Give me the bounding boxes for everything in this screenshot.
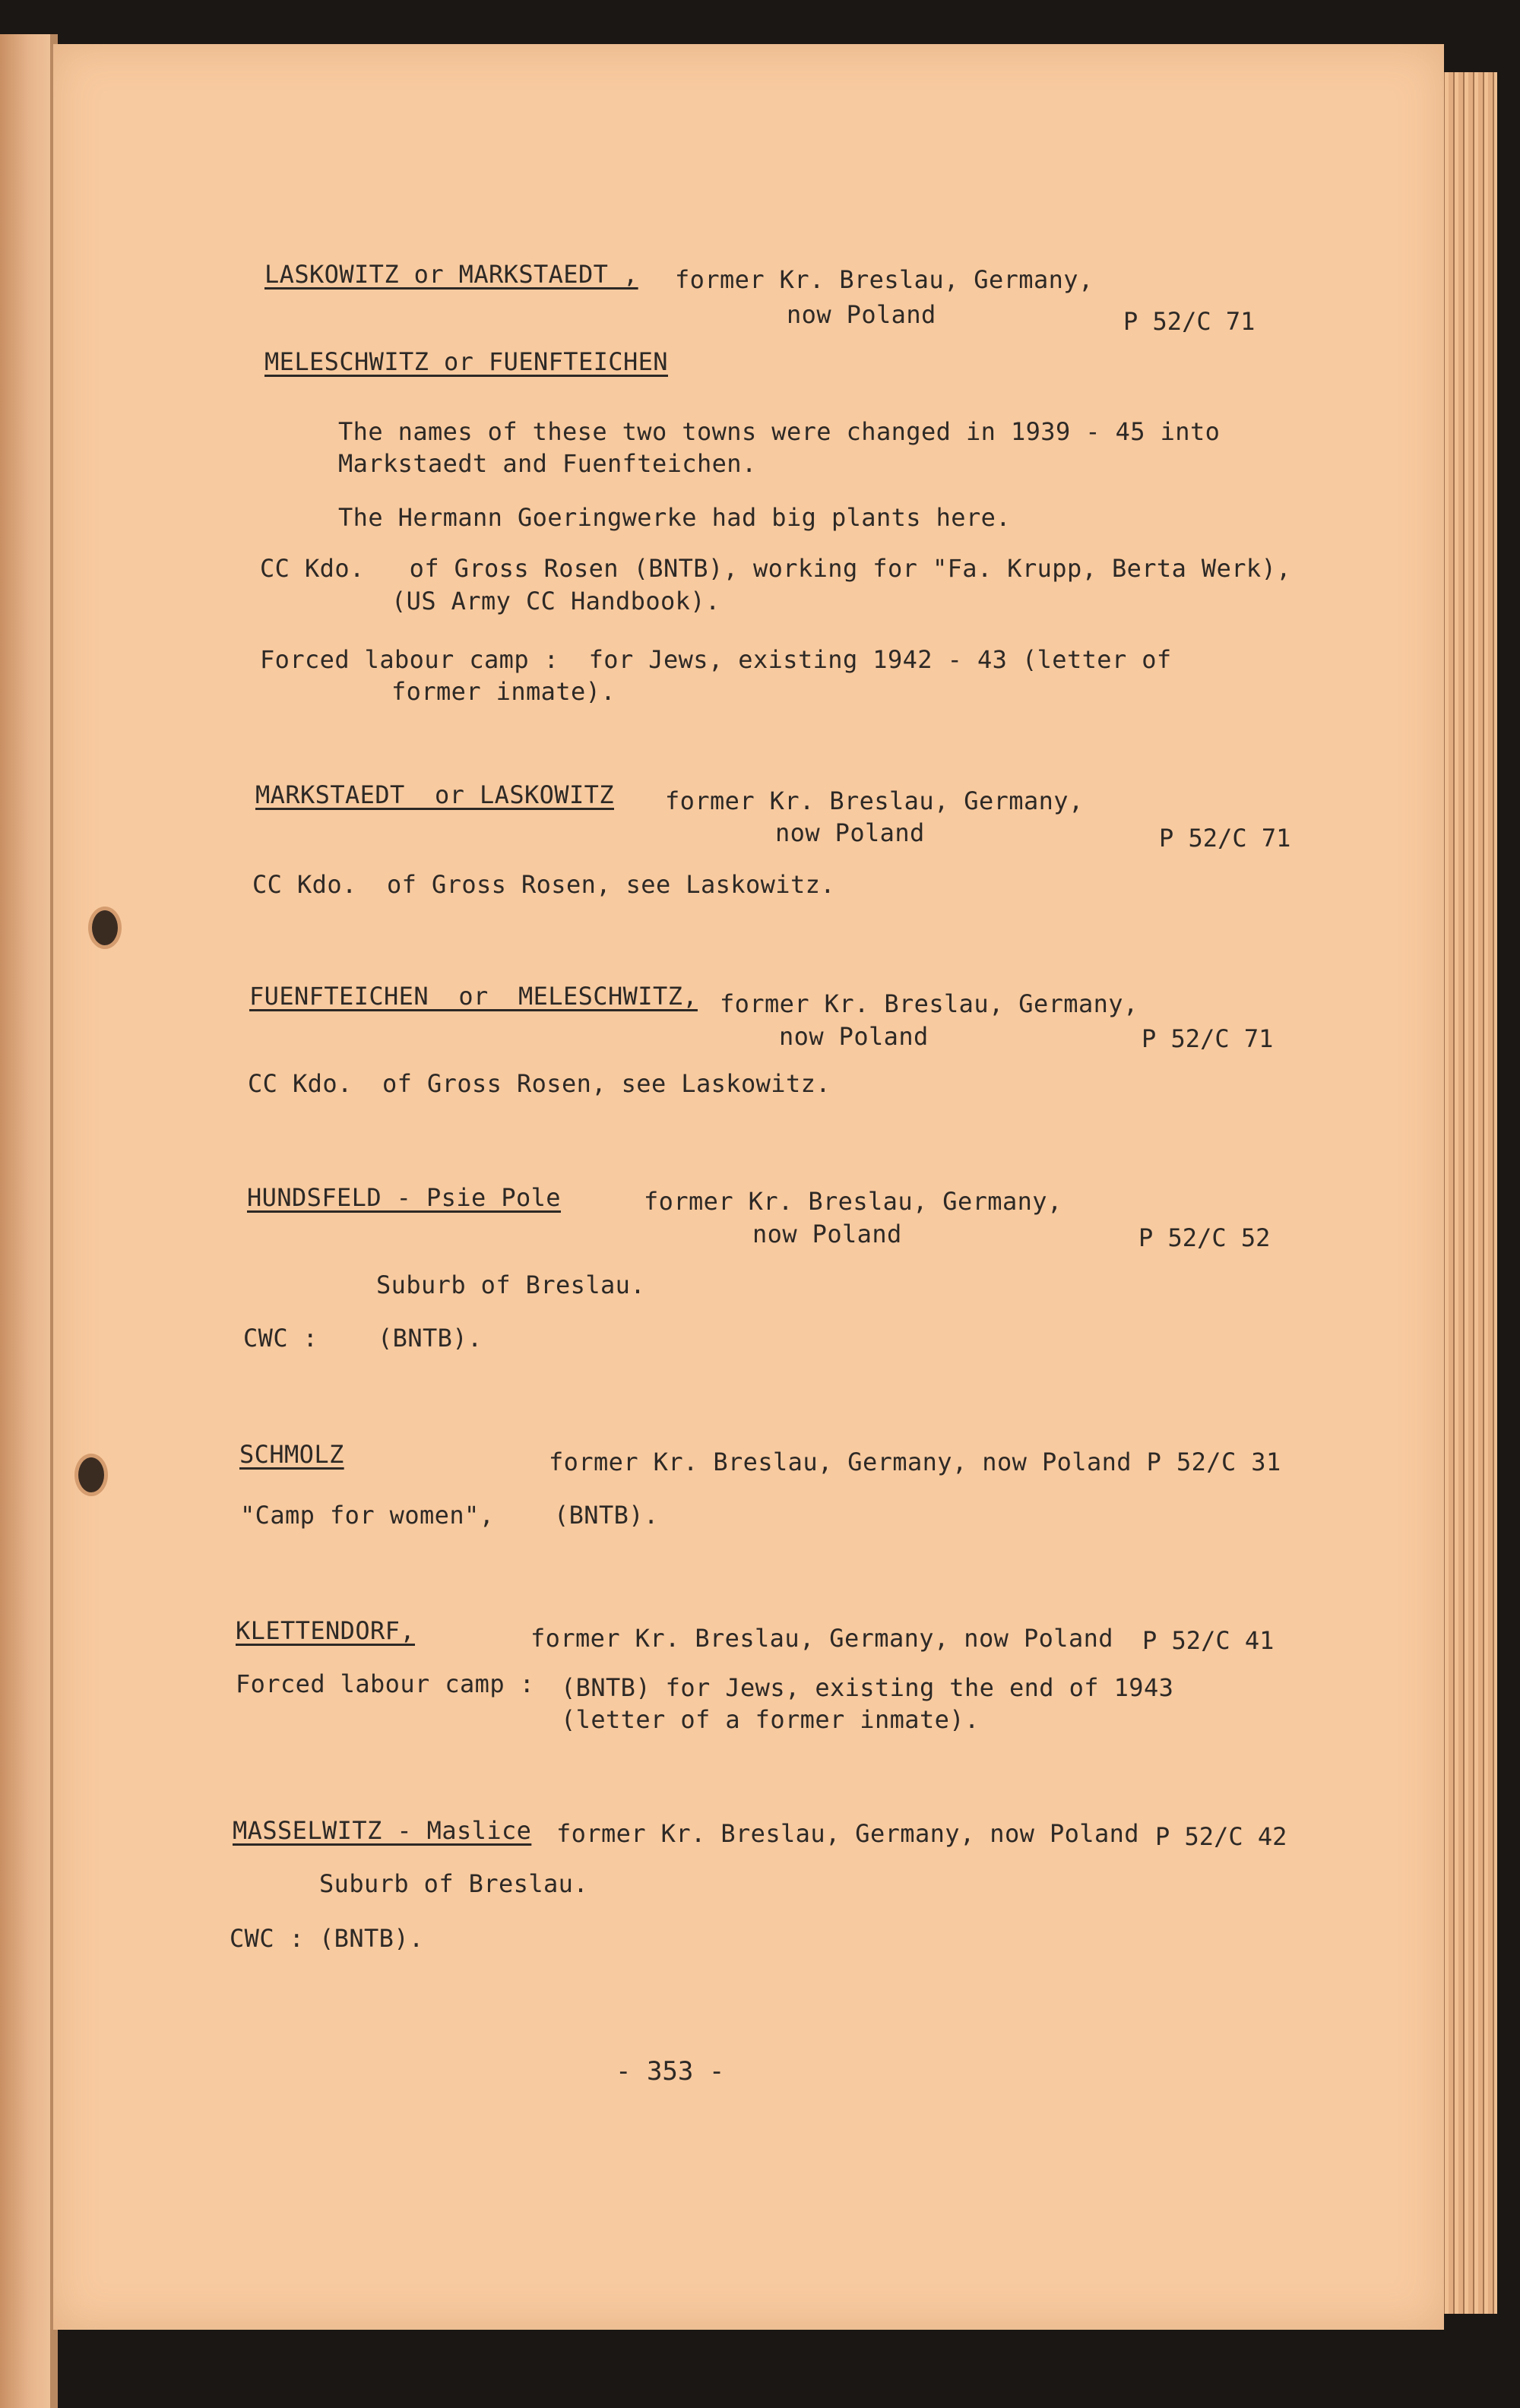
entry-note: Suburb of Breslau. — [376, 1270, 645, 1299]
entry-title-masselwitz: MASSELWITZ - Maslice — [233, 1816, 532, 1845]
entry-location: former Kr. Breslau, Germany, — [665, 786, 1084, 815]
entry-note: "Camp for women", (BNTB). — [240, 1501, 659, 1530]
document-page — [53, 44, 1444, 2330]
entry-reference: P 52/C 41 — [1142, 1626, 1275, 1655]
entry-note: Markstaedt and Fuenfteichen. — [338, 449, 757, 478]
entry-location: former Kr. Breslau, Germany, now Poland — [556, 1819, 1139, 1848]
entry-country: now Poland — [752, 1220, 902, 1248]
entry-location: former Kr. Breslau, Germany, — [644, 1187, 1062, 1216]
entry-forced-label: Forced labour camp : — [236, 1669, 535, 1698]
punch-hole-top — [88, 907, 122, 949]
entry-title-laskowitz: LASKOWITZ or MARKSTAEDT , — [264, 260, 638, 289]
entry-title-meleschwitz: MELESCHWITZ or FUENFTEICHEN — [264, 347, 668, 376]
entry-country: now Poland — [779, 1022, 929, 1051]
entry-reference: P 52/C 52 — [1138, 1223, 1271, 1252]
entry-location: former Kr. Breslau, Germany, — [720, 989, 1138, 1018]
entry-cwc: CWC : (BNTB). — [243, 1324, 483, 1353]
entry-forced-labour: (letter of a former inmate). — [561, 1705, 980, 1734]
entry-reference: P 52/C 42 — [1155, 1822, 1287, 1851]
entry-title-markstaedt: MARKSTAEDT or LASKOWITZ — [255, 780, 614, 809]
entry-location: former Kr. Breslau, Germany, now Poland P 52/C 31 — [549, 1448, 1281, 1476]
entry-cwc: CWC : (BNTB). — [230, 1924, 424, 1953]
entry-forced-labour: (BNTB) for Jews, existing the end of 1943 — [561, 1673, 1174, 1702]
entry-location: former Kr. Breslau, Germany, now Poland — [530, 1624, 1113, 1653]
entry-note: The Hermann Goeringwerke had big plants here. — [338, 503, 1011, 532]
entry-title-klettendorf: KLETTENDORF, — [236, 1616, 415, 1645]
entry-forced-labour: Forced labour camp : for Jews, existing 1942 - 43 (letter of — [260, 645, 1172, 674]
left-page-edge — [0, 34, 55, 2408]
entry-country: now Poland — [775, 818, 925, 847]
entry-note: The names of these two towns were changed in 1939 - 45 into — [338, 417, 1221, 446]
entry-note: Suburb of Breslau. — [319, 1869, 588, 1898]
entry-title-fuenfteichen: FUENFTEICHEN or MELESCHWITZ, — [249, 982, 698, 1011]
entry-country: now Poland — [787, 300, 936, 329]
entry-forced-labour: former inmate). — [391, 677, 616, 706]
entry-reference: P 52/C 71 — [1123, 307, 1256, 336]
page-number: - 353 - — [616, 2056, 725, 2087]
entry-cc: CC Kdo. of Gross Rosen, see Laskowitz. — [248, 1069, 831, 1098]
entry-title-schmolz: SCHMOLZ — [239, 1440, 344, 1469]
punch-hole-bottom — [74, 1454, 108, 1496]
entry-cc: (US Army CC Handbook). — [391, 587, 720, 615]
entry-title-hundsfeld: HUNDSFELD - Psie Pole — [247, 1183, 561, 1212]
entry-cc: CC Kdo. of Gross Rosen (BNTB), working for "Fa. Krupp, Berta Werk), — [260, 554, 1291, 583]
entry-location: former Kr. Breslau, Germany, — [675, 265, 1094, 294]
entry-reference: P 52/C 71 — [1142, 1024, 1274, 1053]
entry-cc: CC Kdo. of Gross Rosen, see Laskowitz. — [252, 870, 835, 899]
entry-reference: P 52/C 71 — [1159, 824, 1291, 853]
